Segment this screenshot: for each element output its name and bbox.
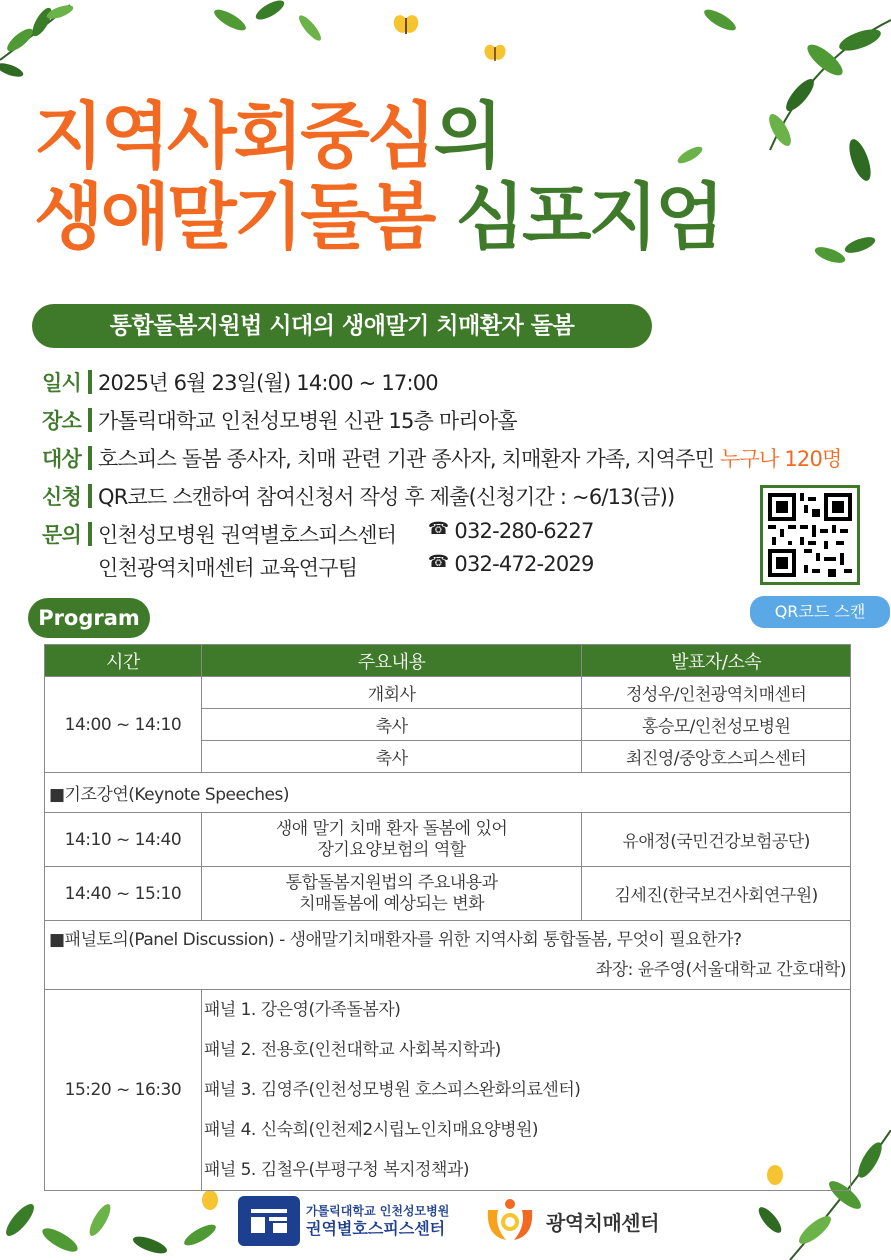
info-contact-row: [42, 518, 842, 552]
list-item: 패널 4. 신숙희(인천제2시립노인치매요양병원): [203, 1120, 539, 1140]
presenter-cell: 홍승모/인천성모병원: [582, 709, 851, 741]
table-header-row: [45, 645, 851, 677]
dementia-center-logo: [480, 1196, 659, 1246]
content-cell: 개회사: [201, 677, 581, 709]
contact-2: [98, 552, 594, 582]
content-line-1: 생애 말기 치매 환자 돌봄에 있어: [275, 819, 508, 840]
panel-list: [201, 990, 850, 1191]
panel-time-cell: 15:20 ~ 16:30: [45, 990, 202, 1191]
content-cell: [201, 813, 581, 867]
hospice-center-logo-text: [306, 1204, 449, 1239]
hospice-logo-line-2: 권역별호스피스센터: [306, 1218, 446, 1238]
panel-chair: 좌장: 윤주영(서울대학교 간호대학): [595, 960, 846, 980]
title-line-2-orange: 생애말기돌봄: [34, 174, 434, 259]
leaves-top-left-decoration: [0, 0, 120, 90]
opening-time-cell: 14:00 ~ 14:10: [45, 677, 202, 773]
time-cell: 14:40 ~ 15:10: [45, 867, 202, 921]
header-content: 주요내용: [201, 645, 581, 677]
info-target-text: 호스피스 돌봄 종사자, 치매 관련 기관 종사자, 치매환자 가족, 지역주민: [98, 447, 715, 471]
table-row: [45, 990, 851, 1191]
info-target-highlight: 누구나 120명: [720, 447, 842, 471]
footer: [0, 1190, 891, 1260]
table-row: [45, 867, 851, 921]
info-apply-value: QR코드 스캔하여 참여신청서 작성 후 제출(신청기간 : ~6/13(금)): [98, 485, 675, 509]
info-target-row: [42, 442, 842, 480]
presenter-cell: 유애정(국민건강보험공단): [582, 813, 851, 867]
event-info: [42, 366, 842, 586]
dementia-center-logo-text: 광역치매센터: [546, 1210, 659, 1235]
presenter-cell: 최진영/중앙호스피스센터: [582, 741, 851, 773]
time-cell: 14:10 ~ 14:40: [45, 813, 202, 867]
butterfly-icon: [392, 12, 420, 40]
info-date-row: [42, 366, 842, 404]
butterfly-icon: [483, 42, 507, 66]
dementia-center-emblem-icon: [480, 1196, 540, 1246]
info-divider: [88, 484, 92, 508]
header-time: 시간: [45, 645, 202, 677]
info-divider: [88, 522, 92, 546]
list-item: 패널 2. 전용호(인천대학교 사회복지학과): [203, 1040, 501, 1060]
info-contact-key: 문의: [42, 523, 81, 547]
info-target-key: 대상: [42, 447, 81, 471]
presenter-cell: 김세진(한국보건사회연구원): [582, 867, 851, 921]
info-place-key: 장소: [42, 409, 81, 433]
info-apply-row: [42, 480, 842, 518]
leaves-top-center-decoration: [200, 0, 350, 60]
contact-1-name: 인천성모병원 권역별호스피스센터: [98, 523, 397, 547]
info-contact-row-2: [42, 552, 842, 586]
header-presenter: 발표자/소속: [582, 645, 851, 677]
telephone-icon: ☎: [428, 552, 449, 572]
title-line-1-orange: 지역사회중심: [34, 94, 434, 178]
program-table: [44, 644, 851, 1191]
content-cell: [201, 867, 581, 921]
info-place-row: [42, 404, 842, 442]
list-item: 패널 5. 김철우(부평구청 복지정책과): [203, 1160, 469, 1180]
keynote-section-title: ■기조강연(Keynote Speeches): [45, 773, 851, 813]
content-cell: 축사: [201, 741, 581, 773]
title-line-1: [34, 96, 722, 177]
info-date-key: 일시: [42, 371, 81, 395]
panel-section-title: ■패널토의(Panel Discussion) - 생애말기치매환자를 위한 지역사회 통합돌봄, 무엇이 필요한가?: [49, 930, 742, 950]
subtitle-banner: 통합돌봄지원법 시대의 생애말기 치매환자 돌봄: [32, 304, 652, 348]
info-divider: [88, 370, 92, 394]
section-row: [45, 773, 851, 813]
info-date-value: 2025년 6월 23일(월) 14:00 ~ 17:00: [98, 371, 438, 395]
title-line-2-green: 심포지엄: [455, 174, 722, 259]
panel-section: [45, 921, 851, 990]
content-cell: 축사: [201, 709, 581, 741]
qr-scan-label: QR코드 스캔: [750, 596, 890, 628]
qr-code[interactable]: [760, 485, 860, 585]
content-line-2: 치매돌봄에 예상되는 변화: [299, 893, 485, 914]
info-place-value: 가톨릭대학교 인천성모병원 신관 15층 마리아홀: [98, 409, 517, 433]
info-apply-key: 신청: [42, 485, 81, 509]
title-line-2: [34, 174, 722, 259]
table-row: [45, 677, 851, 709]
catholic-university-emblem-icon: [238, 1196, 300, 1246]
info-divider: [88, 446, 92, 470]
presenter-cell: 정성우/인천광역치매센터: [582, 677, 851, 709]
list-item: 패널 1. 강은영(가족돌봄자): [203, 1000, 401, 1020]
contact-2-name: 인천광역치매센터 교육연구팀: [98, 556, 358, 580]
contact-1-phone: 032-280-6227: [454, 519, 594, 543]
hospice-center-logo: [238, 1196, 449, 1246]
content-line-2: 장기요양보험의 역할: [317, 839, 466, 860]
section-row: [45, 921, 851, 990]
list-item: 패널 3. 김영주(인천성모병원 호스피스완화의료센터): [203, 1080, 581, 1100]
contact-2-phone: 032-472-2029: [454, 552, 594, 576]
program-label: Program: [28, 598, 150, 638]
info-target-value: [98, 443, 842, 473]
page-title: [34, 96, 722, 257]
hospice-logo-line-1: 가톨릭대학교 인천성모병원: [306, 1203, 450, 1218]
telephone-icon: ☎: [428, 519, 449, 539]
contact-1: [98, 519, 594, 549]
leaves-right-middle-decoration: [800, 225, 891, 285]
title-line-1-green: 의: [433, 94, 500, 178]
qr-code-pattern: [768, 493, 852, 577]
table-row: [45, 813, 851, 867]
info-divider: [88, 408, 92, 432]
content-line-1: 통합돌봄지원법의 주요내용과: [285, 873, 498, 894]
